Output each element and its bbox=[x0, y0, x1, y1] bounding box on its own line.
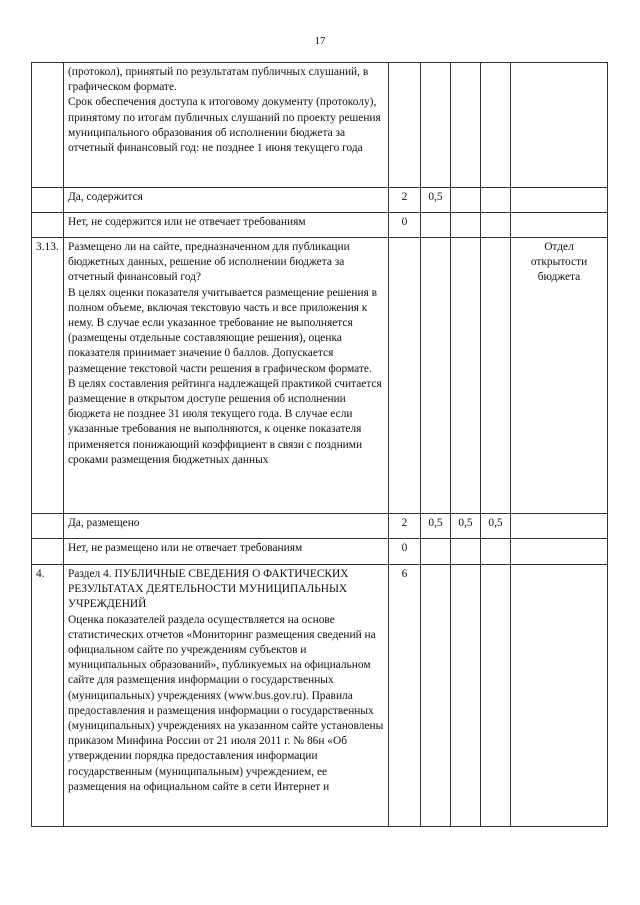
responsible-cell bbox=[511, 213, 608, 238]
criteria-table bbox=[31, 62, 608, 827]
row-number bbox=[32, 63, 64, 188]
row-paragraph: Да, содержится bbox=[68, 191, 143, 203]
row-description bbox=[64, 539, 389, 565]
table-row bbox=[32, 238, 608, 514]
responsible-cell bbox=[511, 565, 608, 827]
row-paragraph: Да, размещено bbox=[68, 517, 140, 529]
row-number: 3.13. bbox=[32, 238, 64, 514]
score-cell bbox=[389, 238, 421, 514]
coef-cell: 0,5 bbox=[421, 188, 451, 213]
row-paragraph: В целях оценки показателя учитывается размещение решения в полном объеме, включая текстовую часть и все приложения к нему. В случае если указанное требование не выполняется (размещены отдельные составляющие решения), оценка показателя принимает значение 0 баллов. Допускается размещение текстовой части решения в графическом формате. bbox=[68, 286, 378, 375]
responsible-cell bbox=[511, 539, 608, 565]
table-row bbox=[32, 565, 608, 827]
coef-cell bbox=[481, 539, 511, 565]
score-cell: 2 bbox=[389, 188, 421, 213]
score-cell bbox=[389, 63, 421, 188]
coef-cell bbox=[451, 238, 481, 514]
row-paragraph: Оценка показателей раздела осуществляется на основе статистических отчетов «Мониторинг размещения сведений на официальном сайте по учреждениям субъектов и муниципальных образований», публикуемых на официальном сайте для размещения информации о государственных (муниципальных) учреждениях (www.bus.gov.ru). Правила предоставления и размещения информации о государственных (муниципальных) учреждениях на указанном сайте установлены приказом Минфина России от 21 июля 2011 г. № 86н «Об утверждении порядка предоставления информации государственным (муниципальным) учреждением, ее размещения на официальном сайте в сети Интернет и bbox=[68, 613, 384, 793]
coef-cell bbox=[481, 213, 511, 238]
table-row bbox=[32, 539, 608, 565]
coef-cell bbox=[451, 565, 481, 827]
row-paragraph: Размещено ли на сайте, предназначенном для публикации бюджетных данных, решение об исполнении бюджета за отчетный финансовый год? bbox=[68, 241, 350, 284]
coef-cell bbox=[421, 63, 451, 188]
page-number: 17 bbox=[314, 35, 326, 47]
row-description bbox=[64, 565, 389, 827]
coef-cell bbox=[451, 188, 481, 213]
responsible-cell bbox=[511, 514, 608, 539]
row-paragraph: (протокол), принятый по результатам публичных слушаний, в графическом формате. bbox=[68, 66, 369, 94]
score-cell: 2 bbox=[389, 514, 421, 539]
section-heading: Раздел 4. ПУБЛИЧНЫЕ СВЕДЕНИЯ О ФАКТИЧЕСКИХ РЕЗУЛЬТАТАХ ДЕЯТЕЛЬНОСТИ МУНИЦИПАЛЬНЫХ УЧРЕЖДЕНИЙ bbox=[68, 568, 349, 611]
score-cell: 0 bbox=[389, 213, 421, 238]
row-number bbox=[32, 514, 64, 539]
row-description bbox=[64, 188, 389, 213]
score-cell: 6 bbox=[389, 565, 421, 827]
row-description bbox=[64, 238, 389, 514]
coef-cell bbox=[481, 238, 511, 514]
coef-cell: 0,5 bbox=[481, 514, 511, 539]
coef-cell bbox=[451, 213, 481, 238]
row-paragraph: Нет, не размещено или не отвечает требованиям bbox=[68, 542, 303, 554]
row-number: 4. bbox=[32, 565, 64, 827]
coef-cell bbox=[421, 213, 451, 238]
row-paragraph: Срок обеспечения доступа к итоговому документу (протоколу), принятому по итогам публичных слушаний по проекту решения муниципального образования об исполнении бюджета за отчетный финансовый год: не позднее 1 июня текущего года bbox=[68, 96, 381, 155]
responsible-cell: Отдел открытости бюджета bbox=[511, 238, 608, 514]
row-description bbox=[64, 213, 389, 238]
responsible-cell bbox=[511, 63, 608, 188]
coef-cell: 0,5 bbox=[421, 514, 451, 539]
row-description bbox=[64, 63, 389, 188]
row-description bbox=[64, 514, 389, 539]
row-paragraph: В целях составления рейтинга надлежащей практикой считается размещение в открытом доступе решения об исполнении бюджета не позднее 31 июля текущего года. В случае если указанные требования не выполняются, к оценке показателя применяется понижающий коэффициент в связи с поздними сроками размещения бюджетных данных bbox=[68, 377, 382, 466]
coef-cell bbox=[481, 188, 511, 213]
row-number bbox=[32, 539, 64, 565]
row-paragraph: Нет, не содержится или не отвечает требованиям bbox=[68, 216, 306, 228]
table-row bbox=[32, 63, 608, 188]
score-cell: 0 bbox=[389, 539, 421, 565]
coef-cell bbox=[421, 539, 451, 565]
coef-cell bbox=[421, 238, 451, 514]
table-row bbox=[32, 188, 608, 213]
coef-cell bbox=[481, 63, 511, 188]
coef-cell bbox=[451, 63, 481, 188]
responsible-cell bbox=[511, 188, 608, 213]
coef-cell bbox=[481, 565, 511, 827]
coef-cell bbox=[451, 539, 481, 565]
row-number bbox=[32, 213, 64, 238]
table-row bbox=[32, 514, 608, 539]
coef-cell: 0,5 bbox=[451, 514, 481, 539]
table-row bbox=[32, 213, 608, 238]
coef-cell bbox=[421, 565, 451, 827]
row-number bbox=[32, 188, 64, 213]
